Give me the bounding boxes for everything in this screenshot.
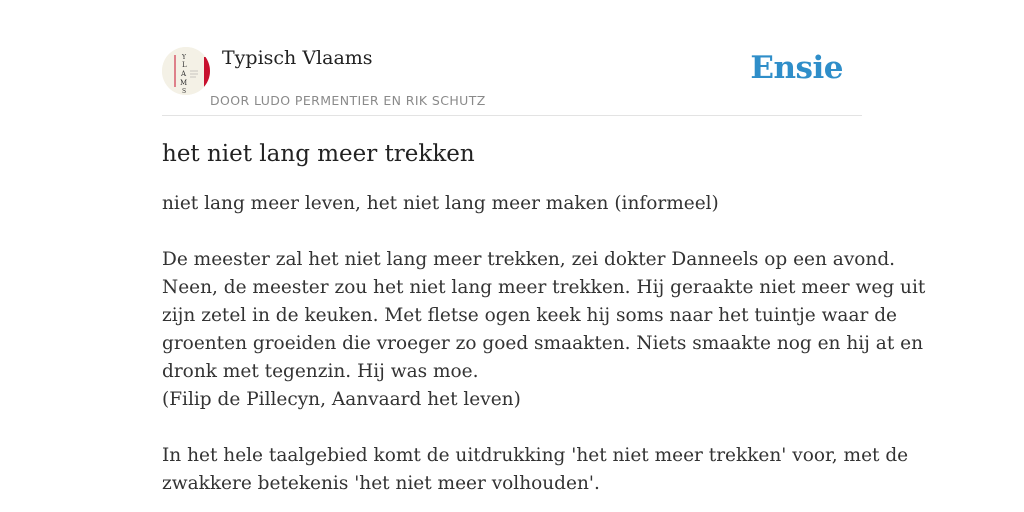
definition: niet lang meer leven, het niet lang meer maken (informeel) xyxy=(162,193,719,214)
svg-text:A: A xyxy=(181,70,187,78)
example-line: zijn zetel in de keuken. Met fletse ogen keek hij soms naar het tuintje waar de xyxy=(162,305,897,326)
usage-note xyxy=(162,442,909,498)
svg-text:M: M xyxy=(180,79,188,87)
source-logo[interactable] xyxy=(162,47,210,95)
book-cover-icon xyxy=(162,47,210,95)
example-line: groenten groeiden die vroeger zo goed smaakten. Niets smaakte nog en hij at en xyxy=(162,333,924,354)
entry-header xyxy=(162,44,862,116)
headword: het niet lang meer trekken xyxy=(162,141,475,167)
example-line: De meester zal het niet lang meer trekken, zei dokter Danneels op een avond. xyxy=(162,249,896,270)
svg-text:Y: Y xyxy=(182,54,186,61)
note-line: In het hele taalgebied komt de uitdrukking 'het niet meer trekken' voor, met de xyxy=(162,445,909,466)
svg-text:S: S xyxy=(182,88,187,95)
example-line: dronk met tegenzin. Hij was moe. xyxy=(162,361,479,382)
example-line: Neen, de meester zou het niet lang meer trekken. Hij geraakte niet meer weg uit xyxy=(162,277,926,298)
entry-body xyxy=(162,138,926,498)
svg-text:L: L xyxy=(182,61,187,69)
note-line: zwakkere betekenis 'het niet meer volhouden'. xyxy=(162,473,600,494)
brand-logo[interactable]: Ensie xyxy=(750,50,843,86)
example-quote xyxy=(162,246,926,414)
source-authors: DOOR LUDO PERMENTIER EN RIK SCHUTZ xyxy=(210,93,486,108)
citation: (Filip de Pillecyn, Aanvaard het leven) xyxy=(162,389,521,410)
source-title[interactable]: Typisch Vlaams xyxy=(222,47,373,69)
